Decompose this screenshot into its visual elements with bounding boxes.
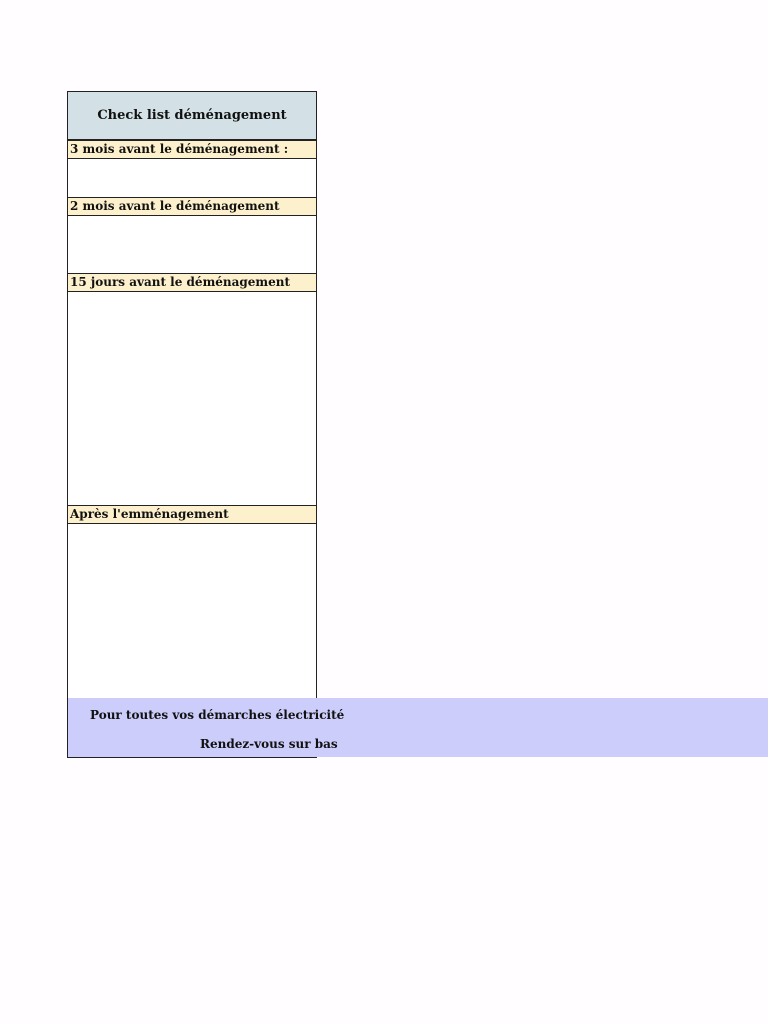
footer-line-2: Rendez-vous sur bas bbox=[200, 737, 338, 751]
footer-line-1: Pour toutes vos démarches électricité bbox=[90, 708, 345, 722]
section-header-2-months bbox=[68, 197, 316, 216]
checklist-title bbox=[68, 92, 316, 140]
checklist-table bbox=[67, 91, 317, 698]
section-label: 2 mois avant le déménagement bbox=[70, 199, 280, 213]
section-label: Après l'emménagement bbox=[70, 507, 229, 521]
section-header-after-move bbox=[68, 505, 316, 524]
section-label: 3 mois avant le déménagement : bbox=[70, 142, 289, 156]
section-header-3-months bbox=[68, 140, 316, 159]
footer-border-bottom bbox=[67, 757, 317, 758]
footer-text-cell bbox=[68, 698, 345, 757]
section-label: 15 jours avant le déménagement bbox=[70, 275, 291, 289]
checklist-title-text: Check list déménagement bbox=[97, 108, 287, 123]
section-header-15-days bbox=[68, 273, 316, 292]
